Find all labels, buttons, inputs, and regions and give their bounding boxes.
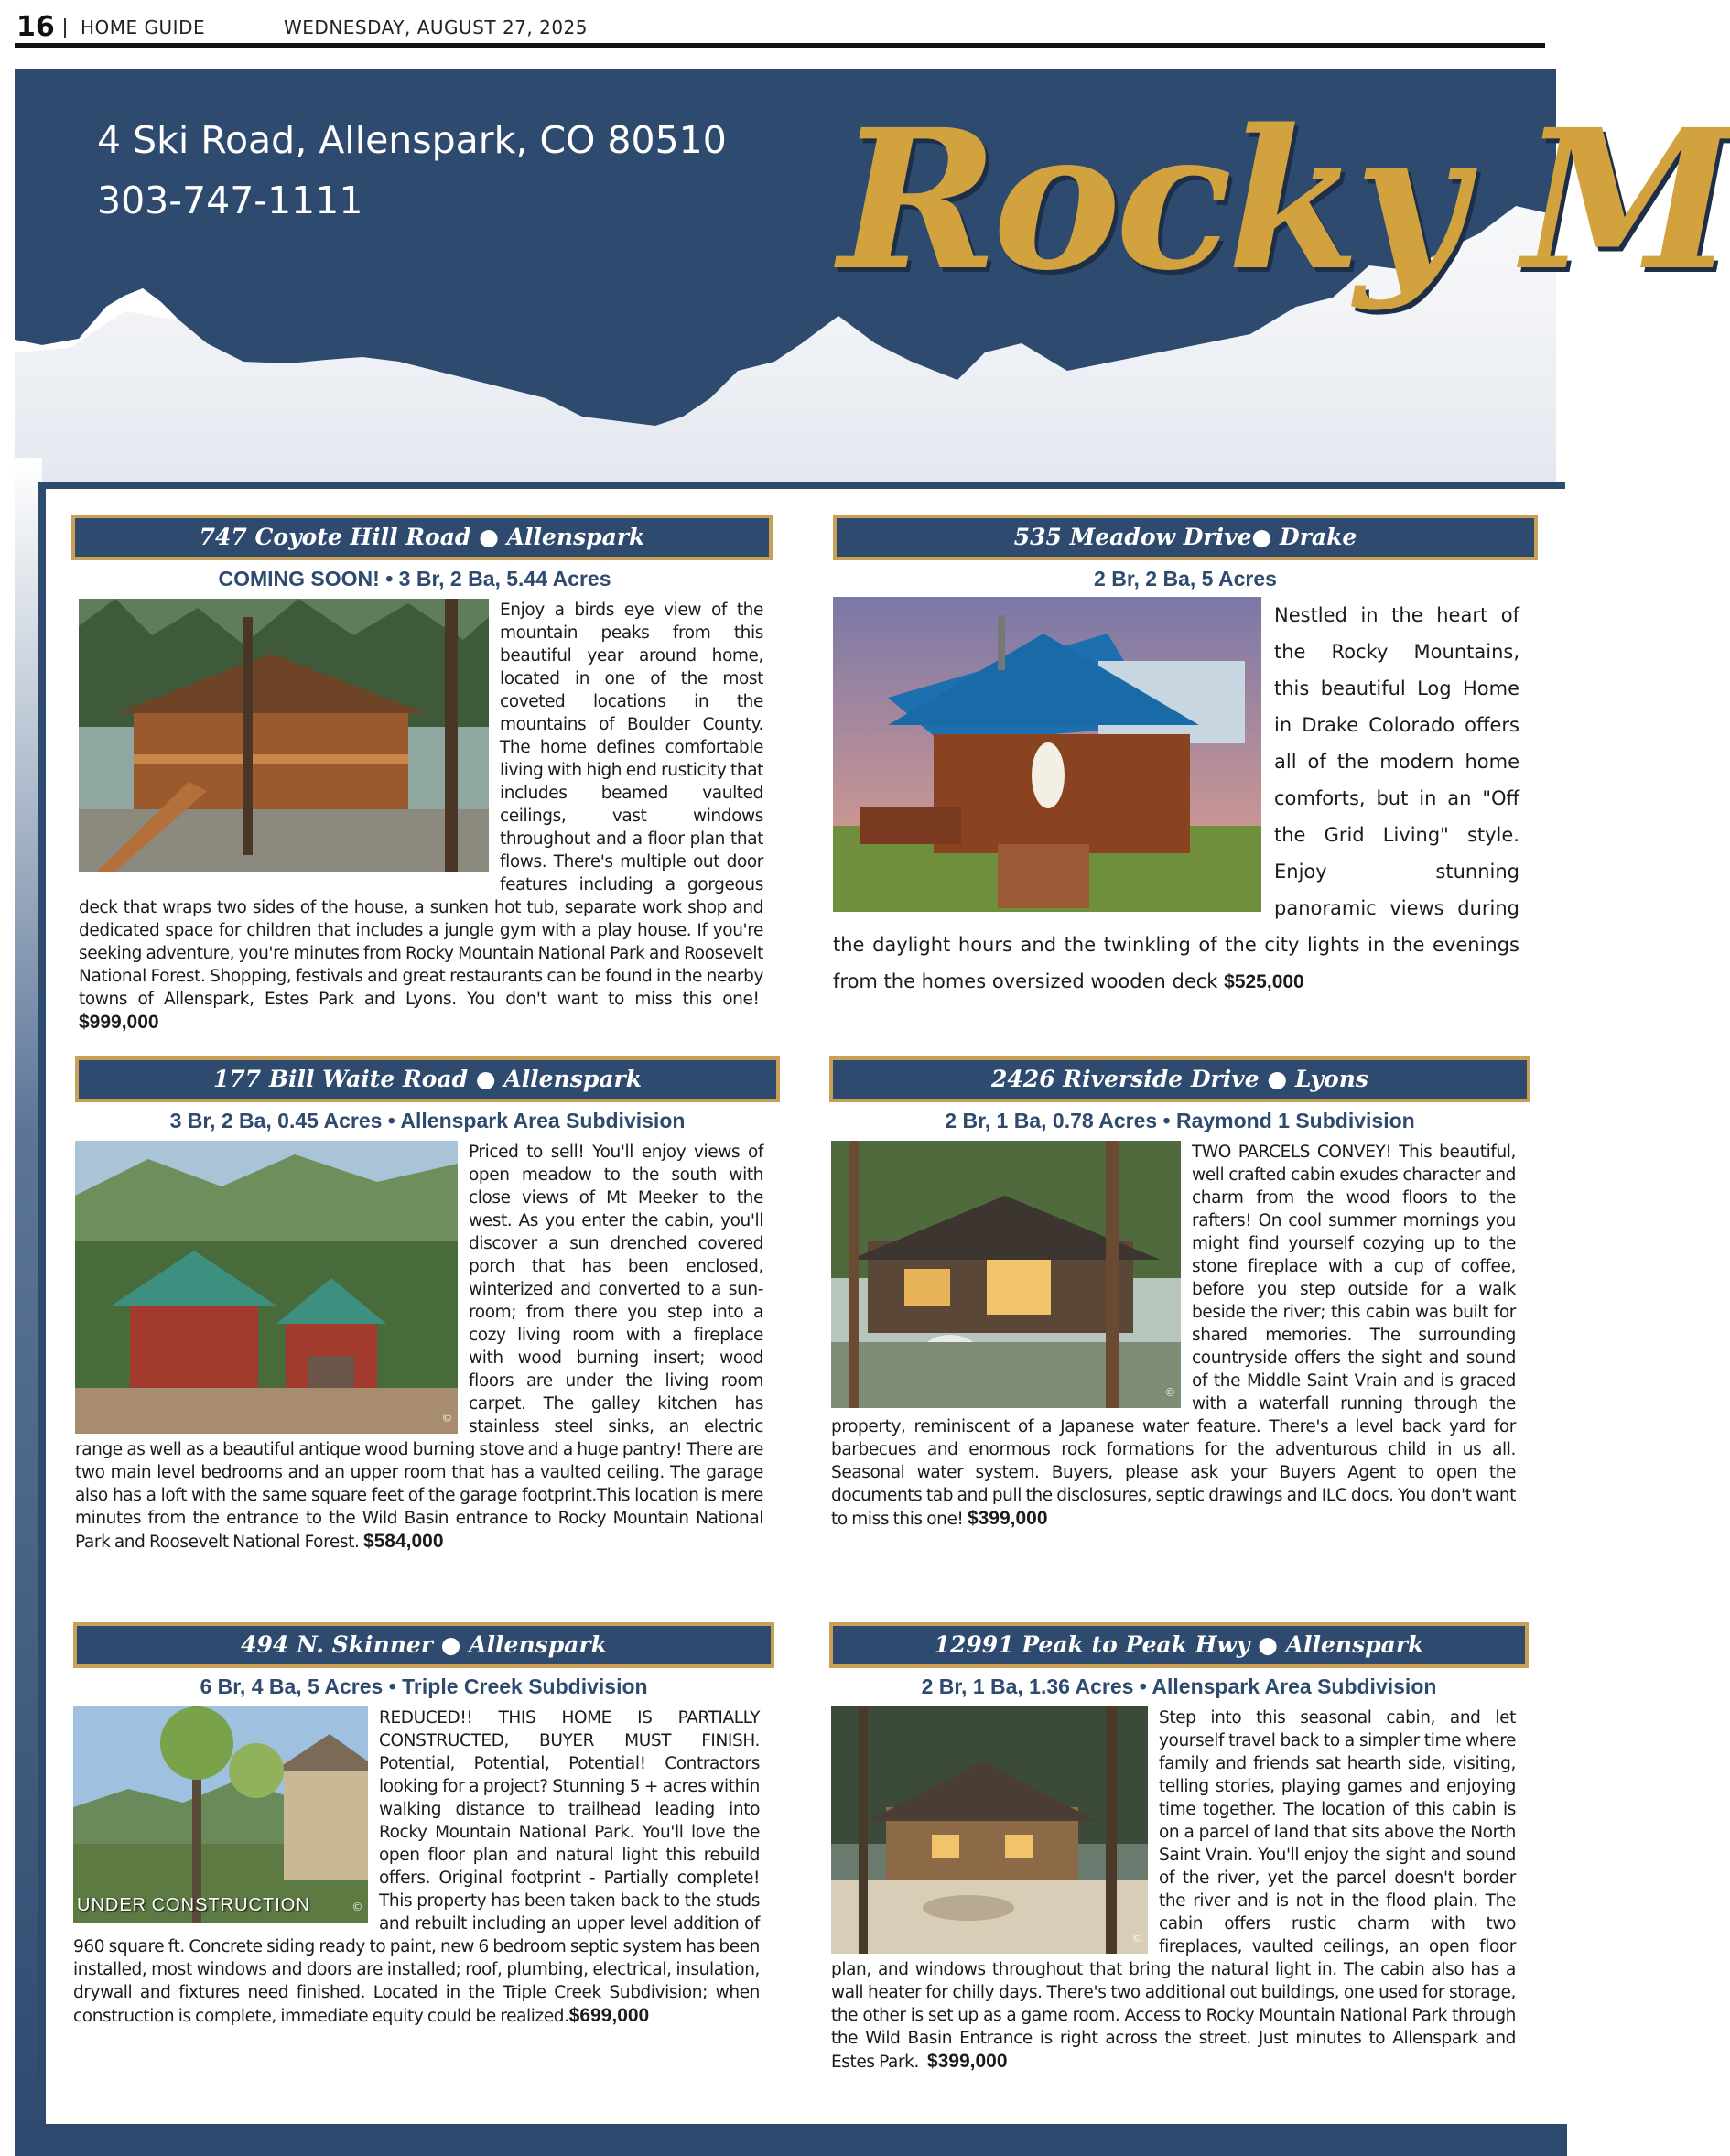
listing-photo (75, 1141, 458, 1434)
listing-card (829, 1622, 1529, 2098)
bottom-border-bar (15, 2124, 1567, 2156)
brand-logo-script: Rocky M (838, 87, 1730, 313)
listing-photo (79, 599, 489, 872)
address-line: 4 Ski Road, Allenspark, CO 80510 (97, 118, 727, 162)
listing-price: $525,000 (1224, 971, 1304, 992)
listing-description: TWO PARCELS CONVEY! This beautiful, well crafted cabin exudes character and charm from the wood floors to the rafters! On cool summer mornings you might find yourself cozying up to the stone fireplace with a cup of coffee, before you step outside for a walk beside the river; this cabin was built for shared memories. The surrounding countryside offers the sight and sound of the Middle Saint Vrain and is graced with a waterfall running through the property, reminiscent of a Japanese water feature. There's a level back yard for barbecues and enormous rock formations for the adventurous child in us all. Seasonal water system. Buyers, please ask your Buyers Agent to open the documents tab and pull the disclosures, septic drawings and ILC docs. You don't want to miss this one! (831, 1143, 1516, 1529)
listing-price: $399,000 (926, 2051, 1008, 2072)
listing-title: 2426 Riverside Drive ● Lyons (829, 1056, 1530, 1102)
photo-status-label: UNDER CONSTRUCTION (77, 1895, 310, 1915)
listing-description: Step into this seasonal cabin, and let yourself travel back to a simpler time where family and friends sat hearth side, visiting, telling stories, playing games and enjoying time together. The location of this cabin is on a parcel of land that sits above the North Saint Vrain. You'll enjoy the sight and sound of the river, yet the parcel doesn't border the river and is not in the flood plain. The cabin offers rustic charm with two fireplaces, vaulted ceilings, an open floor plan, and windows throughout that bring the natural light in. The cabin also has a wall heater for chilly days. There's two additional out buildings, one used for storage, the other is set up as a game room. Access to Rocky Mountain National Park through the Wild Basin Entrance is right across the street. Just minutes to Allenspark and Estes Park. (831, 1708, 1516, 2072)
listing-card (829, 1056, 1530, 1606)
listing-subtitle: 2 Br, 2 Ba, 5 Acres (1094, 567, 1277, 590)
listing-body (833, 597, 1519, 1001)
header-divider (64, 18, 66, 38)
listing-price: $699,000 (568, 2005, 650, 2026)
listing-price: $399,000 (967, 1508, 1048, 1529)
listing-title: 177 Bill Waite Road ● Allenspark (75, 1056, 780, 1102)
running-header (16, 5, 1545, 42)
listing-card (75, 1056, 780, 1606)
listing-subtitle: COMING SOON! • 3 Br, 2 Ba, 5.44 Acres (218, 567, 611, 590)
listing-subtitle: 6 Br, 4 Ba, 5 Acres • Triple Creek Subdivision (200, 1674, 648, 1698)
listing-body (75, 1141, 763, 1554)
listing-description: Enjoy a birds eye view of the mountain peaks from this beautiful year around home, located in one of the most coveted locations in the mountains of Boulder County. The home defines comfortable living with high end rusticity that includes beamed vaulted ceilings, vast windows throughout and a floor plan that flows. There's multiple out door features including a gorgeous deck that wraps two sides of the house, a sunken hot tub, separate work shop and dedicated space for children that includes a jungle gym with a play house. If you're seeking adventure, you're minutes from Rocky Mountain National Park and Roosevelt National Forest. Shopping, festivals and great restaurants can be found in the nearby towns of Allenspark, Estes Park and Lyons. You don't want to miss this one! (79, 601, 763, 1009)
listing-subtitle: 2 Br, 1 Ba, 1.36 Acres • Allenspark Area Subdivision (921, 1674, 1437, 1698)
section-name: HOME GUIDE (81, 16, 206, 38)
advertiser-banner (15, 69, 1730, 485)
photo-watermark: © (351, 1901, 362, 1913)
listing-body (73, 1706, 760, 2028)
listing-title: 494 N. Skinner ● Allenspark (73, 1622, 774, 1668)
photo-watermark: © (1164, 1386, 1175, 1399)
phone-number: 303-747-1111 (97, 179, 363, 222)
listing-description: Priced to sell! You'll enjoy views of open meadow to the south with close views of Mt Meeker to the west. As you enter the cabin, you'll discover a sun drenched covered porch that has been enclosed, winterized and converted to a sun-room; from there you step into a cozy living room with a fireplace with wood burning insert; wood floors are under the living room carpet. The galley kitchen has stainless steel sinks, an electric range as well as a beautiful antique wood burning stove and a huge pantry! There are two main level bedrooms and an upper room that has a vaulted ceiling. The garage also has a loft with the same square feet of the garage footprint.This location is mere minutes from the entrance to the Wild Basin entrance to Rocky Mountain National Park and Roosevelt National Forest. (75, 1143, 763, 1552)
page-number: 16 (16, 11, 55, 43)
header-rule (15, 43, 1545, 48)
photo-watermark: © (441, 1412, 452, 1425)
issue-date: WEDNESDAY, AUGUST 27, 2025 (284, 16, 589, 38)
listing-description: Nestled in the heart of the Rocky Mountains, this beautiful Log Home in Drake Colorado offers all of the modern home comforts, but in an "Off the Grid Living" style. Enjoy stunning panoramic views during the daylight hours and the twinkling of the city lights in the evenings from the homes oversized wooden deck (833, 604, 1519, 992)
listing-photo (833, 597, 1261, 912)
listing-card (71, 515, 773, 1033)
listing-price: $999,000 (79, 1012, 159, 1033)
listing-body (831, 1141, 1516, 1531)
listing-body (831, 1706, 1516, 2074)
listing-photo (831, 1706, 1148, 1954)
listing-description: REDUCED!! THIS HOME IS PARTIALLY CONSTRUCTED, BUYER MUST FINISH. Potential, Potential, Potential! Contractors looking for a project? Stunning 5 + acres within walking distance to trailhead leading into Rocky Mountain National Park. You'll love the open floor plan and natural light this rebuild offers. Original footprint - Partially complete! This property has been taken back to the studs and rebuilt including an upper level addition of 960 square ft. Concrete siding ready to paint, new 6 bedroom septic system has been installed, most windows and doors are installed; roof, plumbing, electrical, insulation, drywall and fixtures need finished. Located in the Triple Creek Subdivision; when construction is complete, immediate equity could be realized. (73, 1708, 760, 2026)
listing-price: $584,000 (362, 1531, 444, 1552)
listing-card (833, 515, 1538, 1009)
listing-title: 12991 Peak to Peak Hwy ● Allenspark (829, 1622, 1529, 1668)
listing-title: 535 Meadow Drive● Drake (833, 515, 1538, 560)
listing-subtitle: 3 Br, 2 Ba, 0.45 Acres • Allenspark Area Subdivision (169, 1109, 686, 1132)
listing-photo (73, 1706, 368, 1923)
listing-body (79, 599, 763, 1035)
photo-watermark: © (1131, 1932, 1142, 1945)
listing-subtitle: 2 Br, 1 Ba, 0.78 Acres • Raymond 1 Subdivision (945, 1109, 1415, 1132)
banner-address (97, 110, 727, 231)
listing-card (73, 1622, 774, 2080)
listing-photo (831, 1141, 1181, 1408)
listing-title: 747 Coyote Hill Road ● Allenspark (71, 515, 773, 560)
